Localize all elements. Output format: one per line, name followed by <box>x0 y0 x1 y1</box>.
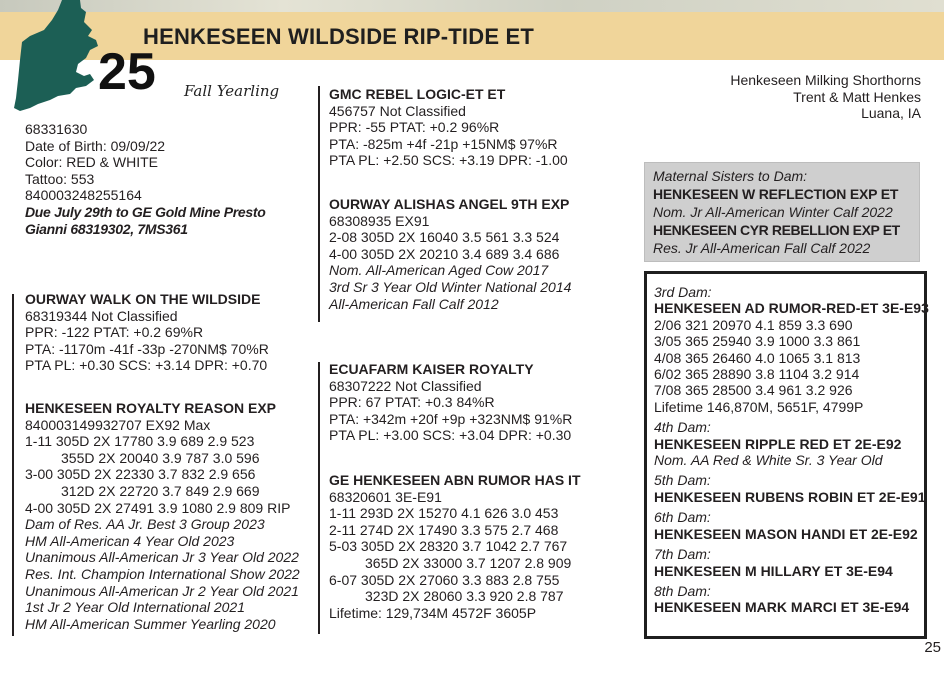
dam-record: 7/08 365 28500 3.4 961 3.2 926 <box>654 382 853 399</box>
dam-award: Unanimous All-American Jr 2 Year Old 2021 <box>25 582 299 599</box>
sire-dam-reg: 68308935 EX91 <box>329 212 430 229</box>
sire-sire-block <box>329 86 568 169</box>
dam-label: 3rd Dam: <box>654 284 712 300</box>
sire-sire-ppr: PPR: -55 PTAT: +0.2 96%R <box>329 119 500 136</box>
dam-sire-pta-pl: PTA PL: +3.00 SCS: +3.04 DPR: +0.30 <box>329 427 572 444</box>
dam-sire-pta: PTA: +342m +20f +9p +323NM$ 91%R <box>329 410 573 427</box>
sire-sire-name: GMC REBEL LOGIC-ET ET <box>329 86 506 102</box>
lot-number: 25 <box>98 43 156 101</box>
sire-sire-pta: PTA: -825m +4f -21p +15NM$ 97%R <box>329 135 558 152</box>
dam-award: Unanimous All-American Jr 3 Year Old 2022 <box>25 549 299 566</box>
animal-reg: 68331630 <box>25 121 88 137</box>
dam-dam-name: GE HENKESEEN ABN RUMOR HAS IT <box>329 472 581 488</box>
dam-record: 4/08 365 26460 4.0 1065 3.1 813 <box>654 349 861 366</box>
dam-award: Nom. AA Red & White Sr. 3 Year Old <box>654 452 883 469</box>
dam-lifetime: Lifetime 146,870M, 5651F, 4799P <box>654 398 864 415</box>
sister-award: Nom. Jr All-American Winter Calf 2022 <box>653 204 893 220</box>
dams-box <box>644 271 927 639</box>
sire-ppr: PPR: -122 PTAT: +0.2 69%R <box>25 324 204 341</box>
sire-dam-record: 4-00 305D 2X 20210 3.4 689 3.4 686 <box>329 245 560 262</box>
sire-block <box>25 291 269 374</box>
dam-reg: 840003149932707 EX92 Max <box>25 416 211 433</box>
sire-name: OURWAY WALK ON THE WILDSIDE <box>25 291 261 307</box>
dam-pedigree-bracket <box>318 362 320 634</box>
sire-dam-award: All-American Fall Calf 2012 <box>329 295 499 312</box>
dam-sire-ppr: PPR: 67 PTAT: +0.3 84%R <box>329 394 495 411</box>
sire-dam-award: Nom. All-American Aged Cow 2017 <box>329 262 549 279</box>
sire-dam-block <box>329 196 571 312</box>
dam-record: 4-00 305D 2X 27491 3.9 1080 2.9 809 RIP <box>25 499 291 516</box>
sister-name: HENKESEEN CYR REBELLION EXP ET <box>653 222 900 238</box>
due-date-line-2: Gianni 68319302, 7MS361 <box>25 220 188 237</box>
dam-record: 3-00 305D 2X 22330 3.7 832 2.9 656 <box>25 466 256 483</box>
dam-sire-block <box>329 361 572 444</box>
sire-dam-bracket <box>12 294 14 636</box>
dam-award: HM All-American 4 Year Old 2023 <box>25 532 235 549</box>
sire-dam-award: 3rd Sr 3 Year Old Winter National 2014 <box>329 278 572 295</box>
dam-title: HENKESEEN RIPPLE RED ET 2E-E92 <box>654 435 902 452</box>
dam-dam-record: 1-11 293D 2X 15270 4.1 626 3.0 453 <box>329 505 559 522</box>
breeder-name: Henkeseen Milking Shorthorns <box>730 72 921 88</box>
dam-label: 6th Dam: <box>654 509 711 526</box>
dam-record: 355D 2X 20040 3.9 787 3.0 596 <box>61 449 260 466</box>
page-title: HENKESEEN WILDSIDE RIP-TIDE ET <box>143 24 535 49</box>
page-number: 25 <box>924 639 941 656</box>
dam-dam-lifetime: Lifetime: 129,734M 4572F 3605P <box>329 604 537 621</box>
sire-sire-pta-pl: PTA PL: +2.50 SCS: +3.19 DPR: -1.00 <box>329 152 568 169</box>
dam-award: 1st Jr 2 Year Old International 2021 <box>25 599 245 616</box>
animal-tag: 840003248255164 <box>25 187 142 204</box>
animal-tattoo: Tattoo: 553 <box>25 170 95 187</box>
due-date-line-1: Due July 29th to GE Gold Mine Presto <box>25 203 266 220</box>
dam-award: HM All-American Summer Yearling 2020 <box>25 615 276 632</box>
dam-label: 4th Dam: <box>654 419 711 436</box>
sire-pedigree-bracket <box>318 86 320 322</box>
dam-dam-record: 2-11 274D 2X 17490 3.3 575 2.7 468 <box>329 521 559 538</box>
breeder-owners: Trent & Matt Henkes <box>793 88 921 105</box>
sire-reg: 68319344 Not Classified <box>25 307 178 324</box>
dam-record: 312D 2X 22720 3.7 849 2.9 669 <box>61 482 260 499</box>
dam-name: HENKESEEN ROYALTY REASON EXP <box>25 400 277 416</box>
dam-record: 6/02 365 28890 3.8 1104 3.2 914 <box>654 366 860 383</box>
dam-title: HENKESEEN MARK MARCI ET 3E-E94 <box>654 599 910 616</box>
new-england-map-icon <box>10 0 102 115</box>
dam-label: 8th Dam: <box>654 582 711 599</box>
dam-award: Dam of Res. AA Jr. Best 3 Group 2023 <box>25 516 265 533</box>
dam-dam-record: 5-03 305D 2X 28320 3.7 1042 2.7 767 <box>329 538 568 555</box>
dam-sire-name: ECUAFARM KAISER ROYALTY <box>329 361 534 377</box>
animal-info <box>25 121 265 237</box>
sire-pta: PTA: -1170m -41f -33p -270NM$ 70%R <box>25 340 269 357</box>
dam-block <box>25 400 300 632</box>
dam-dam-reg: 68320601 3E-E91 <box>329 488 442 505</box>
sire-dam-name: OURWAY ALISHAS ANGEL 9TH EXP <box>329 196 570 212</box>
header-photo-strip <box>0 0 944 12</box>
dam-record: 3/05 365 25940 3.9 1000 3.3 861 <box>654 333 861 350</box>
class-label: Fall Yearling <box>184 82 280 100</box>
sire-sire-reg: 456757 Not Classified <box>329 102 466 119</box>
maternal-sisters-heading: Maternal Sisters to Dam: <box>653 168 808 184</box>
maternal-sisters-box <box>644 162 920 262</box>
dam-record: 1-11 305D 2X 17780 3.9 689 2.9 523 <box>25 433 255 450</box>
dam-record: 2/06 321 20970 4.1 859 3.3 690 <box>654 316 853 333</box>
dam-title: HENKESEEN MASON HANDI ET 2E-E92 <box>654 525 918 542</box>
dam-award: Res. Int. Champion International Show 2022 <box>25 565 300 582</box>
dam-title: HENKESEEN RUBENS ROBIN ET 2E-E91 <box>654 488 926 505</box>
dam-title: HENKESEEN M HILLARY ET 3E-E94 <box>654 562 893 579</box>
dam-sire-reg: 68307222 Not Classified <box>329 377 482 394</box>
dam-dam-block <box>329 472 581 621</box>
sister-award: Res. Jr All-American Fall Calf 2022 <box>653 240 871 256</box>
breeder-location: Luana, IA <box>861 105 921 122</box>
breeder-info <box>730 72 921 122</box>
dam-dam-record: 365D 2X 33000 3.7 1207 2.8 909 <box>365 554 572 571</box>
sire-pta-pl: PTA PL: +0.30 SCS: +3.14 DPR: +0.70 <box>25 357 268 374</box>
dam-label: 7th Dam: <box>654 546 711 563</box>
sister-name: HENKESEEN W REFLECTION EXP ET <box>653 186 899 202</box>
animal-color: Color: RED & WHITE <box>25 154 159 171</box>
sire-dam-record: 2-08 305D 2X 16040 3.5 561 3.3 524 <box>329 229 560 246</box>
dam-label: 5th Dam: <box>654 472 711 489</box>
dam-title: HENKESEEN AD RUMOR-RED-ET 3E-E93 <box>654 300 929 317</box>
dam-dam-record: 6-07 305D 2X 27060 3.3 883 2.8 755 <box>329 571 560 588</box>
animal-dob: Date of Birth: 09/09/22 <box>25 137 166 154</box>
dam-dam-record: 323D 2X 28060 3.3 920 2.8 787 <box>365 588 564 605</box>
